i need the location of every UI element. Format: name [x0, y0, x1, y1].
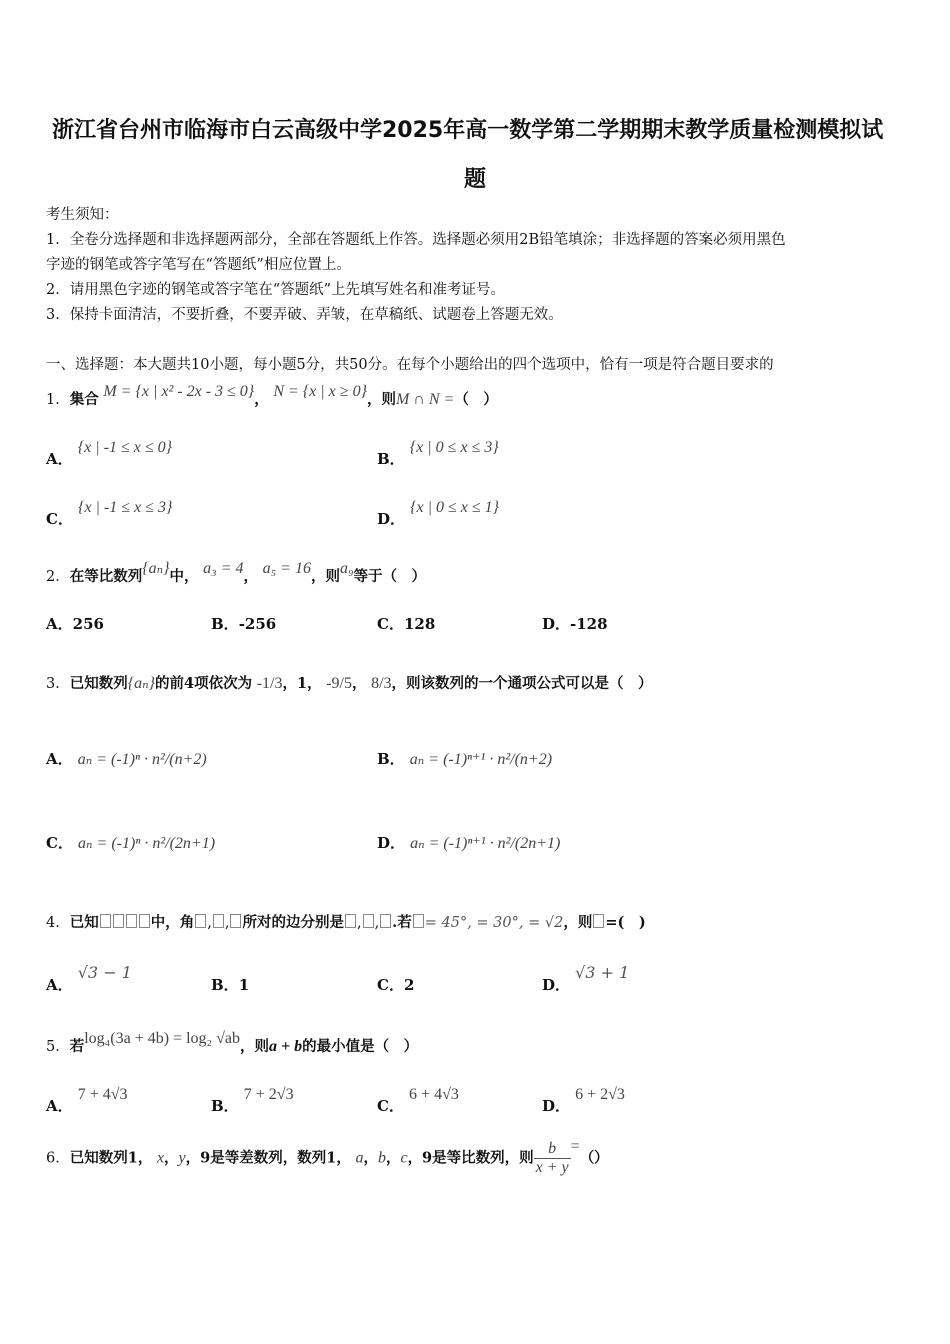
option-label: D． — [377, 510, 406, 528]
notice-heading: 考生须知： — [46, 207, 119, 223]
question-2 — [46, 560, 427, 586]
q5-condition: log₄(3a + 4b) = log₂ √ab — [84, 1030, 240, 1047]
q2-sep: ， — [243, 568, 258, 585]
option-label: D． — [542, 1097, 571, 1115]
missing-glyph-icon — [213, 914, 224, 928]
option-text: √3 − 1 — [77, 963, 132, 982]
question-4: 4．已知 中，角 , , 所对的边分别是 , , .若 = 45°, = 30°, = √2，则 =( ) — [46, 914, 646, 931]
option-label: B． — [377, 750, 405, 768]
fraction-numerator: b — [548, 1140, 557, 1157]
fraction-denominator: x + y — [535, 1159, 569, 1176]
option-c[interactable] — [377, 613, 435, 634]
q4-pre: 已知 — [69, 914, 99, 931]
option-a[interactable] — [46, 962, 132, 994]
q4-mid1: 中，角 — [150, 914, 195, 931]
missing-glyph-icon — [230, 914, 241, 928]
q1-pre: 集合 — [69, 391, 99, 408]
q3-post: ，则该数列的一个通项公式可以是（ ） — [391, 675, 653, 692]
option-text: 1 — [238, 976, 250, 994]
notice-item: 3．保持卡面清洁，不要折叠，不要弄破、弄皱，在草稿纸、试题卷上答题无效。 — [46, 307, 563, 323]
option-b[interactable] — [377, 436, 499, 468]
question-6: 6．已知数列1， x，y，9是等差数列，数列1， a，b，c，9是等比数列，则 $\frac{b}{x + y}$ =（） — [46, 1137, 609, 1176]
q3-t2: ，1， — [282, 675, 322, 692]
q4-mid3: .若 — [392, 914, 412, 931]
missing-glyph-icon — [380, 914, 391, 928]
notice-item: 1．全卷分选择题和非选择题两部分，全部在答题纸上作答。选择题必须用2B铅笔填涂；非选择题的答案必须用黑色 — [46, 232, 786, 248]
option-text: aₙ = (-1)ⁿ⁺¹ · n²/(n+2) — [409, 751, 553, 768]
option-text: √3 + 1 — [575, 963, 630, 982]
var-x: x — [156, 1149, 165, 1167]
option-label: C． — [377, 1097, 404, 1115]
var-a: a — [355, 1149, 364, 1167]
option-text: {x | 0 ≤ x ≤ 3} — [409, 439, 499, 456]
option-text: 6 + 4√3 — [409, 1086, 459, 1103]
term-1: -1/3 — [256, 675, 283, 692]
var-b: b — [377, 1149, 386, 1167]
q1-paren: （ ） — [454, 391, 498, 408]
option-d[interactable] — [542, 613, 608, 634]
option-label: B． — [211, 976, 239, 994]
missing-glyph-icon — [195, 914, 206, 928]
option-text: aₙ = (-1)ⁿ⁺¹ · n²/(2n+1) — [410, 835, 561, 852]
q3-mid: 的前4项依次为 — [155, 675, 253, 692]
q5-pre: 若 — [69, 1038, 85, 1055]
missing-glyph-icon — [113, 914, 124, 928]
q4-then: ，则 — [563, 914, 593, 931]
option-text: {x | -1 ≤ x ≤ 3} — [78, 499, 173, 516]
missing-glyph-icon — [593, 914, 604, 928]
q4-mid2: 所对的边分别是 — [242, 914, 344, 931]
option-text: aₙ = (-1)ⁿ · n²/(2n+1) — [78, 835, 216, 852]
var-c: c — [400, 1149, 408, 1167]
option-text: 7 + 2√3 — [243, 1086, 294, 1103]
option-a[interactable] — [46, 1083, 128, 1115]
q6-pre: 已知数列1， — [69, 1149, 153, 1167]
var-y: y — [178, 1149, 186, 1167]
section-heading: 一、选择题：本大题共10小题，每小题5分，共50分。在每个小题给出的四个选项中，恰有一项是符合题目要求的 — [46, 357, 774, 373]
option-label: B． — [211, 1097, 239, 1115]
option-label: D． — [542, 615, 571, 633]
option-c[interactable] — [46, 496, 173, 528]
option-label: B． — [211, 615, 239, 633]
option-text: {x | -1 ≤ x ≤ 0} — [77, 439, 173, 456]
q6-mid: ，9是等差数列，数列1， — [185, 1149, 351, 1167]
option-d[interactable] — [377, 832, 560, 853]
option-text: {x | 0 ≤ x ≤ 1} — [410, 499, 500, 516]
option-label: A． — [46, 976, 73, 994]
option-label: A． — [46, 450, 73, 468]
option-text: 2 — [403, 976, 415, 994]
option-label: C． — [46, 834, 73, 852]
missing-glyph-icon — [363, 914, 374, 928]
page-title: 浙江省台州市临海市白云高级中学2025年高一数学第二学期期末教学质量检测模拟试 — [52, 118, 884, 143]
q5-expr: a + b — [268, 1038, 303, 1055]
q3-pre: 已知数列 — [69, 675, 128, 692]
question-number: 3． — [46, 676, 70, 692]
option-text: -256 — [238, 615, 277, 633]
option-label: C． — [377, 615, 404, 633]
option-d[interactable] — [542, 962, 630, 994]
option-c[interactable] — [377, 1083, 459, 1115]
missing-glyph-icon — [139, 914, 150, 928]
option-text: 128 — [403, 615, 436, 633]
q2-pre: 在等比数列 — [69, 568, 143, 585]
option-text: aₙ = (-1)ⁿ · n²/(n+2) — [77, 751, 207, 768]
option-label: A． — [46, 615, 73, 633]
option-label: C． — [46, 510, 73, 528]
question-1 — [46, 383, 498, 409]
set-n: N = {x | x ≥ 0} — [273, 383, 367, 400]
notice-item: 字迹的钢笔或答字笔写在“答题纸”相应位置上。 — [46, 257, 351, 273]
option-label: D． — [377, 834, 406, 852]
q1-expr: M ∩ N = — [395, 391, 455, 408]
q1-then: ，则 — [366, 391, 396, 408]
question-number: 4． — [46, 915, 70, 931]
q4-post: =( ) — [605, 914, 646, 931]
condition-2: a₅ = 16 — [262, 560, 311, 577]
q5-then: ，则 — [239, 1038, 269, 1055]
missing-glyph-icon — [345, 914, 356, 928]
term-4: 8/3 — [371, 675, 392, 692]
target-term: a₉ — [339, 560, 354, 577]
option-label: A． — [46, 1097, 73, 1115]
missing-glyph-icon — [100, 914, 111, 928]
q2-mid: 中， — [169, 568, 199, 585]
option-b[interactable] — [211, 974, 249, 995]
option-d[interactable] — [377, 496, 500, 528]
option-a[interactable] — [46, 613, 104, 634]
q2-then: ，则 — [310, 568, 340, 585]
q5-post: 的最小值是（ ） — [302, 1038, 419, 1055]
page-title-cont: 题 — [464, 167, 487, 192]
option-b[interactable] — [211, 613, 276, 634]
question-number: 6． — [46, 1150, 70, 1167]
option-text: 7 + 4√3 — [77, 1086, 128, 1103]
option-c[interactable] — [377, 974, 414, 995]
option-text: 256 — [72, 615, 104, 633]
option-label: B． — [377, 450, 405, 468]
question-number: 2． — [46, 569, 70, 585]
question-3: 3．已知数列{aₙ}的前4项依次为 -1/3，1， -9/5， 8/3，则该数列的一个通项公式可以是（ ） — [46, 675, 653, 692]
sequence: {aₙ} — [142, 560, 170, 577]
q4-condition: = 45°, = 30°, = √2 — [424, 915, 564, 931]
option-a[interactable] — [46, 436, 173, 468]
question-number: 5． — [46, 1039, 70, 1055]
option-text: 6 + 2√3 — [575, 1086, 625, 1103]
question-number: 1． — [46, 392, 70, 408]
condition-1: a₃ = 4 — [203, 560, 244, 577]
option-text: -128 — [570, 615, 608, 633]
set-m: M = {x | x² - 2x - 3 ≤ 0} — [103, 383, 255, 400]
q6-post: （） — [579, 1149, 609, 1167]
term-3: -9/5 — [326, 675, 352, 692]
missing-glyph-icon — [413, 914, 424, 928]
option-b[interactable] — [377, 748, 552, 769]
equals: = — [570, 1137, 580, 1155]
option-label: A． — [46, 750, 73, 768]
option-label: D． — [542, 976, 571, 994]
option-a[interactable] — [46, 748, 207, 769]
option-d[interactable] — [542, 1083, 625, 1115]
q1-comma: ， — [254, 391, 269, 408]
notice-item: 2．请用黑色字迹的钢笔或答字笔在“答题纸”上先填写姓名和准考证号。 — [46, 282, 506, 298]
option-b[interactable] — [211, 1083, 294, 1115]
q2-post: 等于（ ） — [353, 568, 427, 585]
question-5 — [46, 1030, 419, 1056]
fraction — [534, 1140, 571, 1177]
sequence: {aₙ} — [127, 675, 156, 692]
option-label: C． — [377, 976, 404, 994]
option-c[interactable] — [46, 832, 215, 853]
missing-glyph-icon — [126, 914, 137, 928]
q6-mid2: ，9是等比数列，则 — [407, 1149, 534, 1167]
